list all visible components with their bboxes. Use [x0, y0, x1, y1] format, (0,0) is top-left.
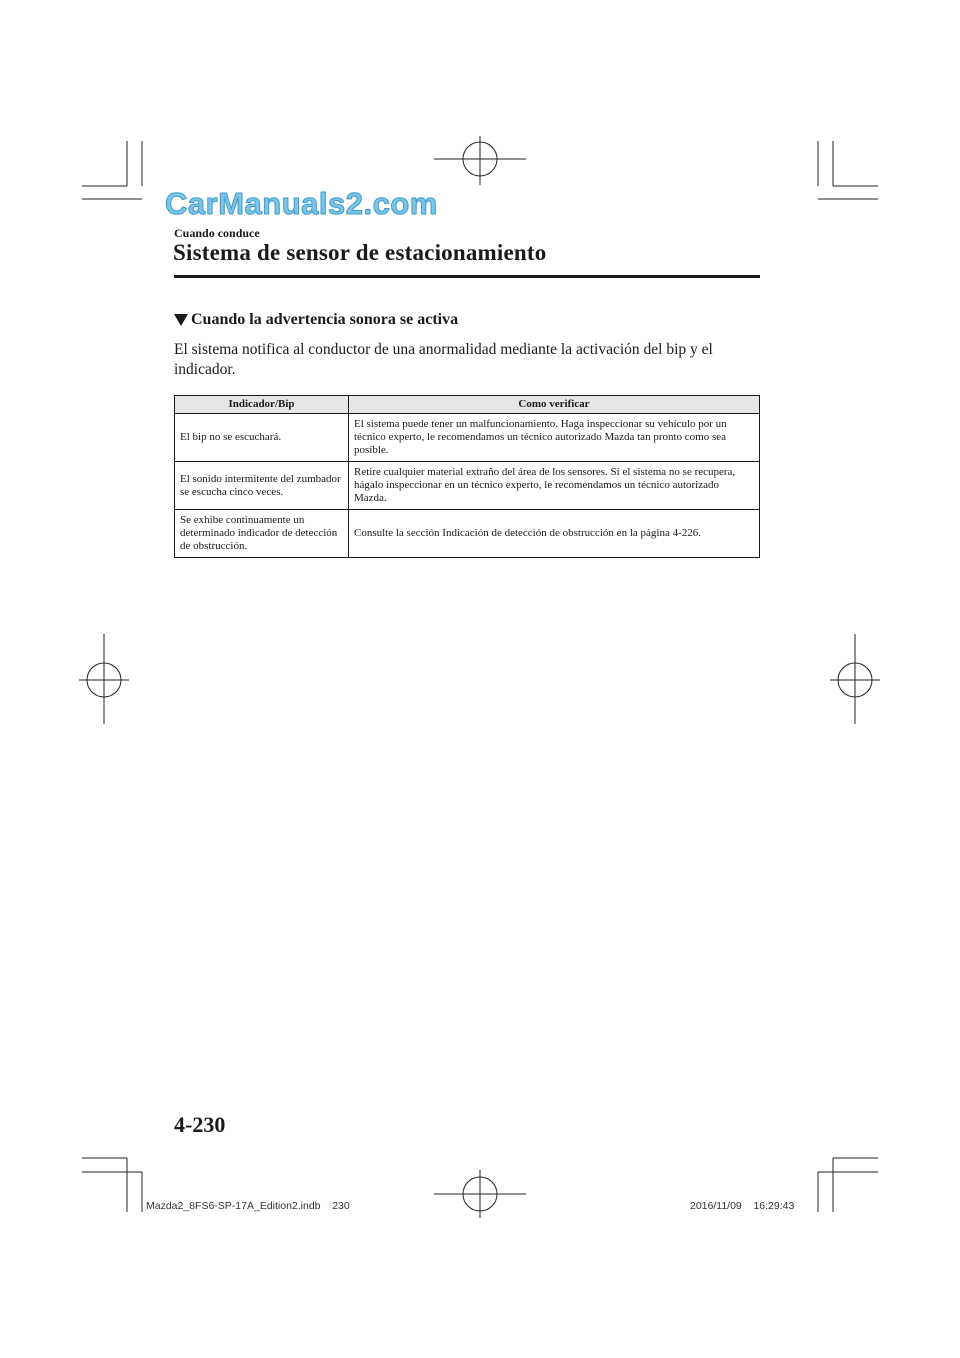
table-cell-check: El sistema puede tener un malfuncionamiento. Haga inspeccionar su vehículo por un técnico experto, le recomendamos un técnico autorizado Mazda tan pronto como sea posible.	[349, 414, 760, 462]
registration-mark-bottom	[434, 1170, 526, 1218]
table-cell-check: Consulte la sección Indicación de detección de obstrucción en la página 4-226.	[349, 510, 760, 558]
registration-mark-top	[434, 136, 526, 185]
table-cell-check: Retire cualquier material extraño del área de los sensores. Si el sistema no se recupera, hágalo inspeccionar en un técnico experto, le recomendamos un técnico autorizado Mazda.	[349, 462, 760, 510]
table-cell-indicator: Se exhibe continuamente un determinado indicador de detección de obstrucción.	[175, 510, 349, 558]
column-header-indicator: Indicador/Bip	[175, 396, 349, 414]
table-header-row	[175, 396, 760, 414]
table-cell-indicator: El sonido intermitente del zumbador se escucha cinco veces.	[175, 462, 349, 510]
page-title: Sistema de sensor de estacionamiento	[173, 240, 547, 265]
triangle-down-icon	[174, 314, 188, 326]
footer-timestamp: 2016/11/09 16:29:43	[690, 1200, 795, 1212]
table-row	[175, 462, 760, 510]
subheading-text: Cuando la advertencia sonora se activa	[191, 311, 459, 328]
table-cell-indicator: El bip no se escuchará.	[175, 414, 349, 462]
table-row	[175, 414, 760, 462]
subheading	[174, 311, 458, 329]
registration-mark-left	[79, 634, 129, 724]
section-label: Cuando conduce	[174, 226, 260, 240]
footer-file-name: Mazda2_8FS6-SP-17A_Edition2.indb 230	[146, 1200, 350, 1212]
title-divider	[174, 275, 760, 278]
watermark-logo: CarManuals2.com	[165, 186, 438, 221]
column-header-check: Como verificar	[349, 396, 760, 414]
table-row	[175, 510, 760, 558]
registration-mark-right	[830, 634, 880, 724]
indicator-table	[174, 395, 760, 558]
intro-paragraph: El sistema notifica al conductor de una anormalidad mediante la activación del bip y el indicador.	[174, 341, 713, 378]
page-number: 4-230	[174, 1112, 226, 1137]
